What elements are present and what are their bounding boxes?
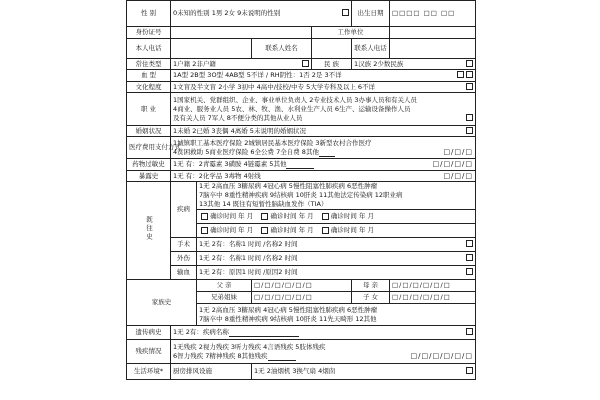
siblings-checkboxes[interactable]: □/□/□/□/□/□ [252,292,352,304]
birth-date-boxes[interactable]: □□□□ □□ □□ [390,1,476,27]
kitchen-vent-checkbox[interactable] [466,367,473,374]
payment-label: 医疗费用支付方式 [127,137,171,159]
disease-line-1: 1无 2高血压 3糖尿病 4冠心病 5慢性阻塞性肺疾病 6恶性肿瘤 [199,182,378,190]
exposure-label: 暴露史 [127,171,171,182]
residence-label: 常住类型 [127,59,171,70]
diag-row-1[interactable]: 确诊时间 年 月 确诊时间 年 月 确诊时间 年 月 [197,210,476,224]
education-options[interactable]: 1文盲及半文盲 2小学 3初中 4高中/技校/中专 5大学专科及以上 6不详 [171,82,476,93]
occupation-line-1: 1国家机关、党群组织、企业、事业单位负责人 2专业技术人员 3办事人员和有关人员 [173,95,418,104]
surgery-options[interactable]: 1无 2有：名称1 时间 /名称2 时间 [197,238,476,252]
environment-label: 生活环境* [127,364,171,380]
education-label: 文化程度 [127,82,171,93]
disability-line-1: 1无残疾 2视力残疾 3听力残疾 4言语残疾 5肢体残疾 [173,342,326,351]
genetic-options[interactable]: 1无 2有：疾病名称 [171,326,476,340]
form-table [126,0,476,380]
ethnicity-checkbox[interactable] [466,60,473,67]
exposure-options[interactable]: 1无 有：2化学品 3毒物 4射线 □/□/□ [171,171,476,182]
father-label: 父 亲 [197,280,252,292]
trauma-checkbox[interactable] [466,254,473,261]
family-label: 家族史 [127,280,197,326]
father-checkboxes[interactable]: □/□/□/□/□/□ [252,280,352,292]
row-trauma [127,252,476,266]
occupation-checkbox[interactable] [466,114,473,121]
contact-phone-label: 联系人电话 [352,39,390,59]
disability-options[interactable] [171,340,476,364]
siblings-label: 兄弟姐妹 [197,292,252,304]
row-history-disease [127,182,476,210]
contact-name-field[interactable] [312,39,352,59]
disease-line-3: 13其他 14 既往有短暂性脑缺血发作（TIA） [199,200,328,208]
blood-label: 血 型 [127,70,171,82]
row-allergy [127,159,476,171]
surgery-label: 手术 [171,238,197,252]
work-unit-label: 工作单位 [312,27,390,39]
family-line-2: 7脑卒中 8重性精神疾病 9结核病 10肝炎 11先天畸形 12其他 [199,314,377,323]
family-codes [197,304,476,326]
health-record-form [126,0,475,400]
family-line-1: 1无 2高血压 3糖尿病 4冠心病 5慢性阻塞性肺疾病 6恶性肿瘤 [199,305,378,314]
kitchen-vent-options[interactable]: 1无 2油烟机 3换气扇 4烟囱 [252,364,476,380]
education-checkbox[interactable] [466,83,473,90]
history-label: 既往史 [127,182,171,280]
ethnicity-label: 民 族 [312,59,352,70]
row-payment [127,137,476,159]
payment-line-2: 4贫困救助 5商业医疗保险 6全公费 7全自费 8其他 [173,147,319,156]
marital-checkbox[interactable] [466,127,473,134]
blood-checkbox-1[interactable] [457,71,464,78]
allergy-options[interactable]: 1无 有：2青霉素 3磺胺 4链霉素 5其他 □/□/□/□ [171,159,476,171]
row-education [127,82,476,93]
row-family-parents [127,280,476,292]
phone-label: 本人电话 [127,39,171,59]
marital-label: 婚姻状况 [127,126,171,137]
exposure-checkboxes[interactable]: □/□/□ [443,171,473,180]
id-number-field[interactable] [171,27,312,39]
payment-options[interactable] [171,137,476,159]
surgery-checkbox[interactable] [466,240,473,247]
children-label: 子 女 [352,292,390,304]
transfusion-checkbox[interactable] [466,268,473,275]
marital-options[interactable]: 1未婚 2已婚 3丧偶 4离婚 5未说明的婚姻状况 [171,126,476,137]
mother-checkboxes[interactable]: □/□/□/□/□/□ [390,280,476,292]
genetic-label: 遗传病史 [127,326,171,340]
occupation-line-2: 4商业、服务业人员 5农、林、牧、渔、水利业生产人员 6生产、运输设备操作人员 [173,104,411,113]
diag-row-2[interactable]: 确诊时间 年 月 确诊时间 年 月 确诊时间 年 月 [197,224,476,238]
disease-label: 疾病 [171,182,197,238]
ethnicity-options[interactable]: 1汉族 2少数民族 [352,59,476,70]
allergy-checkboxes[interactable]: □/□/□/□ [432,160,473,168]
blood-checkbox-2[interactable] [466,71,473,78]
transfusion-options[interactable]: 1无 2有：原因1 时间 /原因2 时间 [197,266,476,280]
payment-line-1: 1城镇职工基本医疗保险 2城镇居民基本医疗保险 3新型农村合作医疗 [173,138,372,147]
trauma-options[interactable]: 1无 2有：名称1 时间 /名称2 时间 [197,252,476,266]
row-genetic [127,326,476,340]
disability-label: 残疾情况 [127,340,171,364]
residence-checkbox[interactable] [302,60,309,67]
disability-line-2: 6智力残疾 7精神残疾 8其他残疾 [173,351,268,360]
row-residence [127,59,476,70]
gender-options[interactable]: 0未知的性别 1男 2女 9未说明的性别 [171,1,352,27]
row-id [127,27,476,39]
trauma-label: 外伤 [171,252,197,266]
occupation-label: 职 业 [127,93,171,126]
residence-options[interactable]: 1户籍 2非户籍 [171,59,312,70]
disease-line-2: 7脑卒中 8重性精神疾病 9结核病 10肝炎 11其他法定传染病 12职业病 [199,191,403,199]
row-disability [127,340,476,364]
work-unit-field[interactable] [390,27,476,39]
blood-options[interactable]: 1A型 2B型 3O型 4AB型 5不详 / RH阴性：1否 2是 3不详 [171,70,476,82]
row-phone [127,39,476,59]
row-surgery [127,238,476,252]
kitchen-vent-label: 厨房排风设施 [171,364,252,380]
allergy-label: 药物过敏史 [127,159,171,171]
transfusion-label: 输血 [171,266,197,280]
phone-field[interactable] [171,39,252,59]
occupation-options[interactable] [171,93,476,126]
occupation-line-3: 及有关人员 7军人 8不便分类的其他从业人员 [173,113,303,122]
id-number-label: 身份证号 [127,27,171,39]
row-exposure [127,171,476,182]
mother-label: 母 亲 [352,280,390,292]
row-environment [127,364,476,380]
contact-phone-field[interactable] [390,39,476,59]
row-blood [127,70,476,82]
children-checkboxes[interactable]: □/□/□/□/□/□ [390,292,476,304]
genetic-checkbox[interactable] [466,328,473,335]
gender-checkbox[interactable] [342,9,349,16]
birth-date-label: 出生日期 [352,1,390,27]
gender-label: 性 别 [127,1,171,27]
contact-name-label: 联系人姓名 [252,39,312,59]
disability-checkboxes[interactable]: □/□/□/□/□/□ [410,351,473,360]
row-transfusion [127,266,476,280]
row-marital [127,126,476,137]
row-gender [127,1,476,27]
disease-options[interactable] [197,182,476,210]
row-occupation [127,93,476,126]
payment-checkboxes[interactable]: □/□/□ [443,147,473,156]
